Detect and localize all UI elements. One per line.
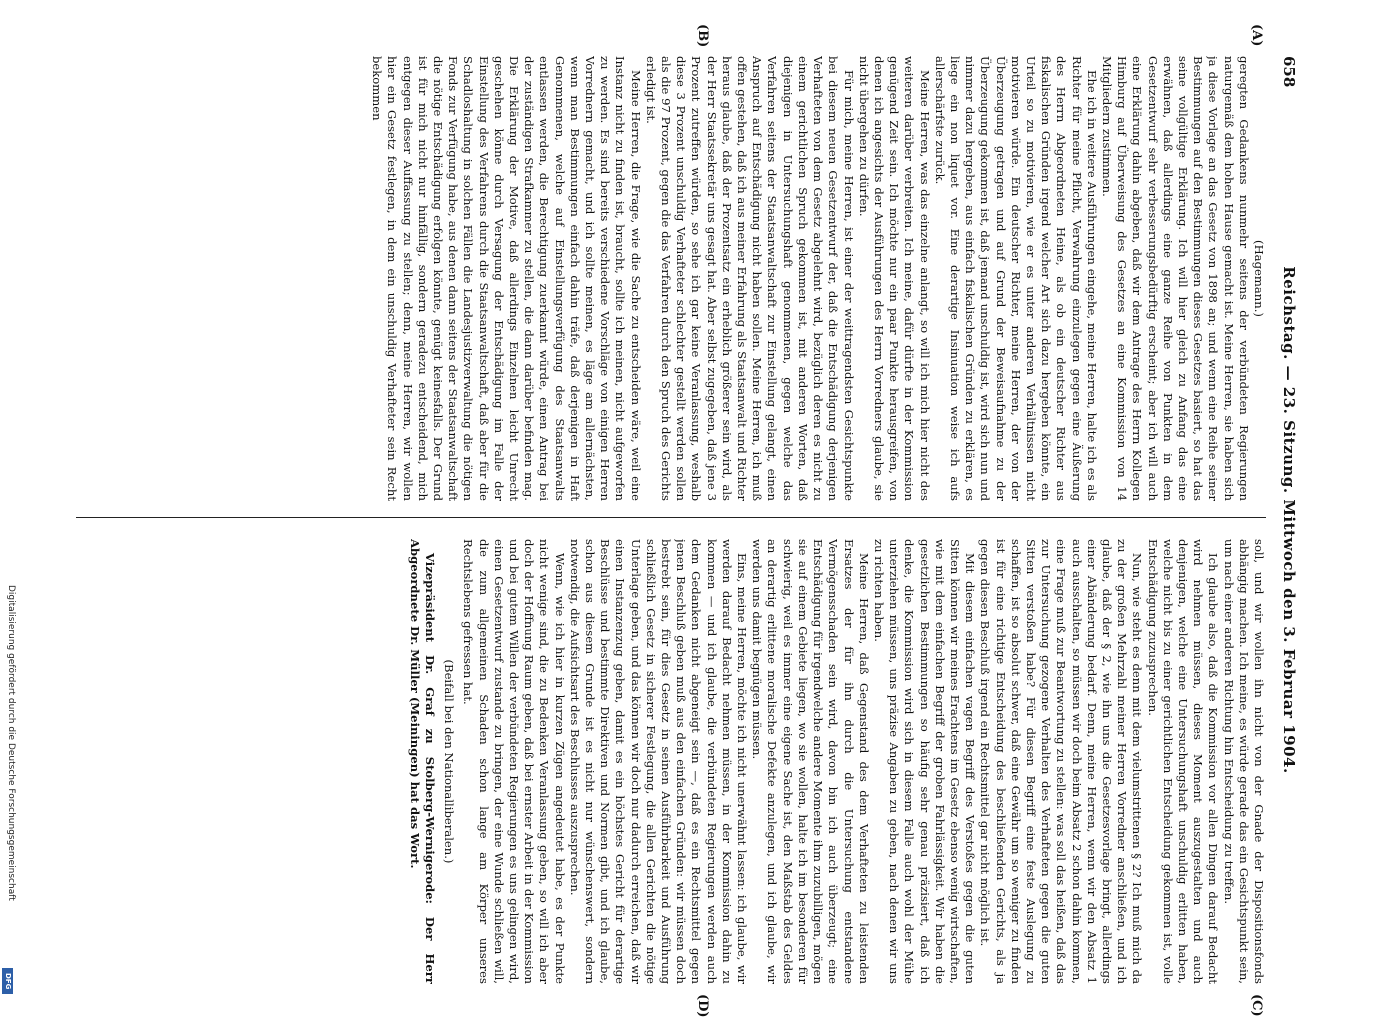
paragraph: Nun, wie steht es denn mit dem vielumstrittenen § 2? Ich muß mich da zu der großen Mehrzahl meiner Herren Vorredner anschließen, und ich glaube, daß der § 2, wie ihn uns die Gesetzesvorlage bringt, allerdings einer Abänderung bedarf. Denn, meine Herren, wenn wir den Absatz 1 auch ausschalten, so müssen wir doch beim Absatz 2 schon dahin kommen, eine Frage muß zur Beantwortung zu stellen: was soll das heißen, daß das zur Untersuchung gezogene Verhalten des Verhafteten gegen die guten Sitten verstoßen habe? Für diesen Begriff eine feste Auslegung zu schaffen, ist so absolut schwer, daß eine Gewähr um so weniger zu finden ist für eine richtige Entscheidung des beschließenden Gerichts, als ja gegen diesen Beschluß irgend ein Rechtsmittel gar nicht möglich ist. (978, 539, 1145, 984)
paragraph: Eins, meine Herren, möchte ich nicht unerwähnt lassen: ich glaube, wir werden darauf Bedacht nehmen müssen, in der Kommission dahin zu kommen — und ich glaube, die verbündeten Regierungen werden auch dem Gedanken nicht abgeneigt sein —, daß es ein Rechtsmittel gegen jenen Beschluß geben muß aus den einfachen Gründen: wir müssen doch bestrebt sein, für dies Gesetz in seinen Ausführbarkeit und Ausführung schließlich Gesetz in sicherer Festlegung, die allen Gerichten die nötige Unterlage geben, und das können wir doch nur dadurch erreichen, daß wir einen Instanzenzug geben, damit es ein höchstes Gericht für derartige Beschlüsse und bestimmte Direktiven und Normen gibt, und ich glaube, schon aus diesem Grunde ist es nicht nur wünschenswert, sondern notwendig, die Aufsichtsart des Beschlusses auszusprechen. (567, 539, 750, 984)
paragraph: Meine Herren, was das einzelne anlangt, so will ich mich hier nicht des weiteren darüber verbreiten. Ich meine, dafür dürfte in der Kommission genügend Zeit sein. Ich möchte nur ein paar Punkte herausgreifen, von denen ich angesichts der Ausführungen des Herrn Vorredners glaube, sie nicht übergehen zu dürfen. (856, 56, 932, 501)
right-column (76, 539, 1266, 984)
dfg-logo: DFG (2, 968, 13, 994)
page-header (1274, 50, 1300, 990)
dfg-credit-text: Digitalisierung gefördert durch die Deutsche Forschungsgemeinschaft (6, 585, 16, 901)
paragraph: Ich glaube also, daß die Kommission vor allen Dingen darauf Bedacht wird nehmen müssen, dieses Moment auszugestalten und auch denjenigen, welche eine Untersuchungshaft unschuldig erlitten haben, welche nicht bis zu einer gerichtlichen Entscheidung gekommen ist, volle Entschädigung zuzusprechen. (1145, 539, 1221, 984)
column-divider (76, 517, 1266, 518)
paragraph: Wenn, wie ich hier in kurzen Zügen angedeutet habe, es der Punkte nicht wenige sind, die zu Bedenken Veranlassung geben, so will ich aber doch der Hoffnung Raum geben, daß bei ernster Arbeit in der Kommission und bei gutem Willen der verbündeten Regierungen es uns gelingen wird, einen Gesetzentwurf zustande zu bringen, der eine Wunde schließen will, die zum allgemeinen Schaden schon lange am Körper unseres Rechtslebens gefressen hat. (461, 539, 567, 984)
document-page (60, 24, 1300, 1018)
margin-marker-b: (B) (695, 24, 710, 48)
paragraph: Meine Herren, die Frage, wie die Sache zu entscheiden wäre, weil eine Instanz nicht zu finden ist, braucht, sollte ich meinen, nicht aufgeworfen zu werden. Es sind bereits verschiedene Vorschläge von einigen Herren Vorrednern gemacht, und ich sollte meinen, es läge am allernächsten, wenn man Bestimmungen einfach dahin träfe, daß derjenigen in Haft Genommenen, welche auf Einstellungsverfügung des Staatsanwalts entlassen werden, die Berechtigung zuerkannt würde, einen Antrag bei der zuständigen Strafkammer zu stellen, die dann darüber befinden mag. Die Erklärung der Motive, daß allerdings Einzelnen leicht Unrecht geschehen könne durch Versagung der Entschädigung im Falle der Einstellung des Verfahrens durch die Staatsanwaltschaft, daß aber für die Schadloshaltung in solchen Fällen die Landesjustizverwaltung die nötigen Fonds zur Verfügung habe, aus denen dann seitens der Staatsanwaltschaft die nötige Entschädigung erfolgen könnte, genügt keinesfalls. Der Grund ist für mich nicht nur hinfällig, sondern geradezu entscheidend, mich entgegen dieser Auffassung zu stellen; denn, meine Herren, wir wollen hier ein Gesetz festlegen, in dem ein unschuldig Verhafteter sein Recht bekommen (370, 56, 643, 501)
margin-marker-d: (D) (695, 994, 710, 1018)
closing-statement: Vizepräsident Dr. Graf zu Stolberg-Wernigerode: Der Herr Abgeordnete Dr. Müller (Meiningen) hat das Wort. (407, 539, 438, 984)
speaker-tag: (Hagemann.) (1252, 240, 1266, 317)
paragraph: geregten Gedankens nunmehr seitens der verbündeten Regierungen naturgemäß dem hohen Hause gemacht ist. Meine Herren, sie haben sich ja diese Vorlage an das Gesetz von 1898 an; und wenn eine Reihe seiner Bestimmungen auf den Bestimmungen dieses Gesetzes basiert, so hat das seine vollgültige Erklärung. Ich will hier gleich zu Anfang das eine erwähnen, daß allerdings eine ganze Reihe von Punkten in dem Gesetzentwurf sehr verbesserungsbedürftig erscheint; aber ich will auch eine Erklärung dahin abgeben, daß wir dem Antrage des Herrn Kollegen Himburg auf Überweisung des Gesetzes an eine Kommission von 14 Mitgliedern zustimmen. (1099, 56, 1251, 501)
applause-note: (Beifall bei den Nationalliberalen.) (442, 659, 457, 864)
paragraph: Ehe ich in weitere Ausführungen eingehe, meine Herren, halte ich es als Richter für meine Pflicht, Verwahrung einzulegen gegen eine Äußerung des Herrn Abgeordneten Heine, als ob ein deutscher Richter aus fiskalischen Gründen irgend welcher Art sich dazu hergeben könnte, ein Urteil so zu motivieren, wie er es unter anderen Verhältnissen nicht motivieren würde. Ein deutscher Richter, meine Herren, der von der Überzeugung getragen und auf Grund der Beweisaufnahme zu der Überzeugung gekommen ist, daß jemand unschuldig ist, wird sich nun und nimmer dazu hergeben, aus einfach fiskalischen Gründen zu erklären, es liege ein non liquet vor. Eine derartige Insinuation weise ich aufs allerschärfste zurück. (932, 56, 1099, 501)
paragraph: Für mich, meine Herren, ist einer der weittragendsten Gesichtspunkte bei diesem neuen Gesetzentwurf der, daß die Entschädigung derjenigen Verhafteten von dem Gesetz abgelehnt wird, bezüglich deren es nicht zu einem gerichtlichen Spruch gekommen ist, mit anderen Worten, daß diejenigen in Untersuchungshaft genommenen, gegen welche das Verfahren seitens der Staatsanwaltschaft zur Einstellung gelangt, einen Anspruch auf Entschädigung nicht haben sollen. Meine Herren, ich muß offen gestehen, daß ich aus meiner Erfahrung als Staatsanwalt und Richter heraus glaube, daß der Prozentsatz ein erheblich größerer sein wird, als der Herr Staatssekretär uns gesagt hat. Aber selbst zugegeben, daß jene 3 Prozent zutreffen würden, so sehe ich gar keine Veranlassung, weshalb diese 3 Prozent unschuldig Verhafteter schlechter gestellt werden sollen als die 97 Prozent, gegen die das Verfahren durch den Spruch des Gerichts erledigt ist. (643, 56, 856, 501)
credit-strip (0, 0, 14, 1000)
left-column (76, 56, 1266, 501)
margin-marker-c: (C) (1249, 994, 1264, 1017)
page-number: 658 (1280, 56, 1298, 88)
paragraph: Meine Herren, daß Gegenstand des dem Verhafteten zu leistenden Ersatzes der für ihn durch die Untersuchung entstandene Vermögensschaden sein wird, davon bin ich auch überzeugt; eine Entschädigung für irgendwelche andere Momente ihm zuzubilligen, mögen sie auf einem Gebiete liegen, wo sie wollen, halte ich im besonderen für schwierig, weil es immer eine eigene Sache ist, den Maßstab des Geldes an derartig erlittene moralische Defekte anzulegen, und ich glaube, wir werden uns damit begnügen müssen. (750, 539, 871, 984)
page-title: Reichstag. — 23. Sitzung. Mittwoch den 3. Februar 1904. (1280, 266, 1298, 774)
paragraph: Mit diesem einfachen vagen Begriff des Verstoßes gegen die guten Sitten können wir meines Erachtens im Gesetz ebenso wenig wirtschaften, wie mit dem einfachen Begriff der groben Fahrlässigkeit. Wir haben die gesetzlichen Bestimmungen so häufig sehr genau präzisiert, daß ich denke, die Kommission wird sich in diesem Falle auch wohl der Mühe unterziehen müssen, uns präzise Angaben zu geben, nach denen wir uns zu richten haben. (871, 539, 978, 984)
paragraph: soll, und wir wollen ihn nicht von der Gnade der Dispositionsfonds abhängig machen. Ich meine, es würde gerade das ein Gesichtspunkt sein, um nach einer anderen Richtung hin Entscheidung zu treffen. (1221, 539, 1266, 984)
margin-marker-a: (A) (1249, 24, 1264, 47)
